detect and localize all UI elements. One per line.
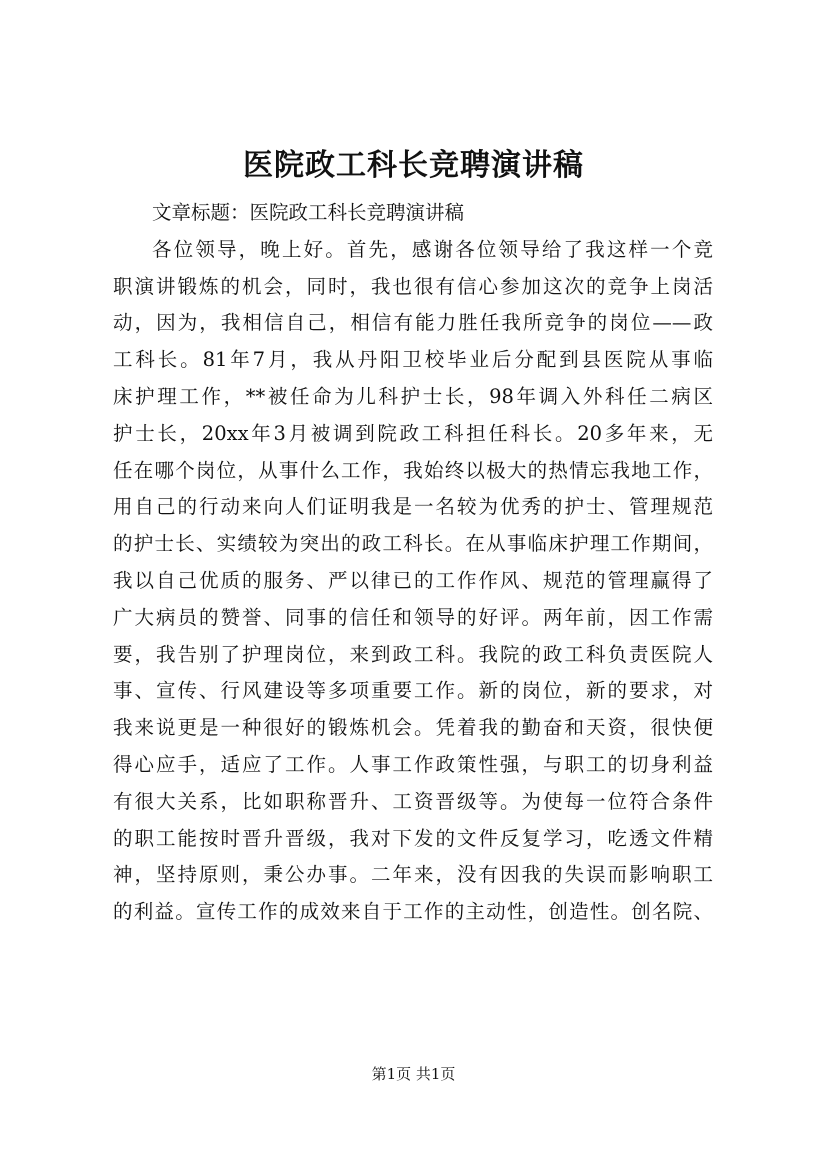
paragraph-line: 工科长。81年7月，我从丹阳卫校毕业后分配到县医院从事临 [113,348,713,372]
paragraph-line: 的职工能按时晋升晋级，我对下发的文件反复学习，吃透文件精 [113,826,713,850]
paragraph-line: 用自己的行动来向人们证明我是一名较为优秀的护士、管理规范 [113,495,713,519]
paragraph-line: 我以自己优质的服务、严以律已的工作作风、规范的管理赢得了 [113,568,713,592]
paragraph-line: 有很大关系，比如职称晋升、工资晋级等。为使每一位符合条件 [113,789,713,813]
paragraph-line: 各位领导，晚上好。首先，感谢各位领导给了我这样一个竞 [152,237,713,261]
article-title-line: 文章标题：医院政工科长竞聘演讲稿 [152,201,465,224]
paragraph-line: 职演讲锻炼的机会，同时，我也很有信心参加这次的竞争上岗活 [113,274,713,298]
paragraph-line: 神，坚持原则，秉公办事。二年来，没有因我的失误而影响职工 [113,863,713,887]
paragraph-line: 得心应手，适应了工作。人事工作政策性强，与职工的切身利益 [113,752,713,776]
paragraph-line: 的利益。宣传工作的成效来自于工作的主动性，创造性。创名院、 [113,900,713,924]
paragraph-line: 广大病员的赞誉、同事的信任和领导的好评。两年前，因工作需 [113,605,713,629]
paragraph-line: 我来说更是一种很好的锻炼机会。凭着我的勤奋和天资，很快便 [113,716,713,740]
paragraph-line: 任在哪个岗位，从事什么工作，我始终以极大的热情忘我地工作， [113,458,713,482]
paragraph-line: 事、宣传、行风建设等多项重要工作。新的岗位，新的要求，对 [113,679,713,703]
paragraph-line: 动，因为，我相信自己，相信有能力胜任我所竞争的岗位——政 [113,311,713,335]
paragraph-line: 要，我告别了护理岗位，来到政工科。我院的政工科负责医院人 [113,642,713,666]
document-title: 医院政工科长竞聘演讲稿 [243,148,584,183]
paragraph-line: 护士长，20xx年3月被调到院政工科担任科长。20多年来，无 [113,421,713,445]
paragraph-line: 的护士长、实绩较为突出的政工科长。在从事临床护理工作期间， [113,532,713,556]
document-body [113,195,713,931]
page-number-footer: 第1页 共1页 [371,1065,456,1083]
paragraph-line: 床护理工作，**被任命为儿科护士长，98年调入外科任二病区 [113,384,713,408]
